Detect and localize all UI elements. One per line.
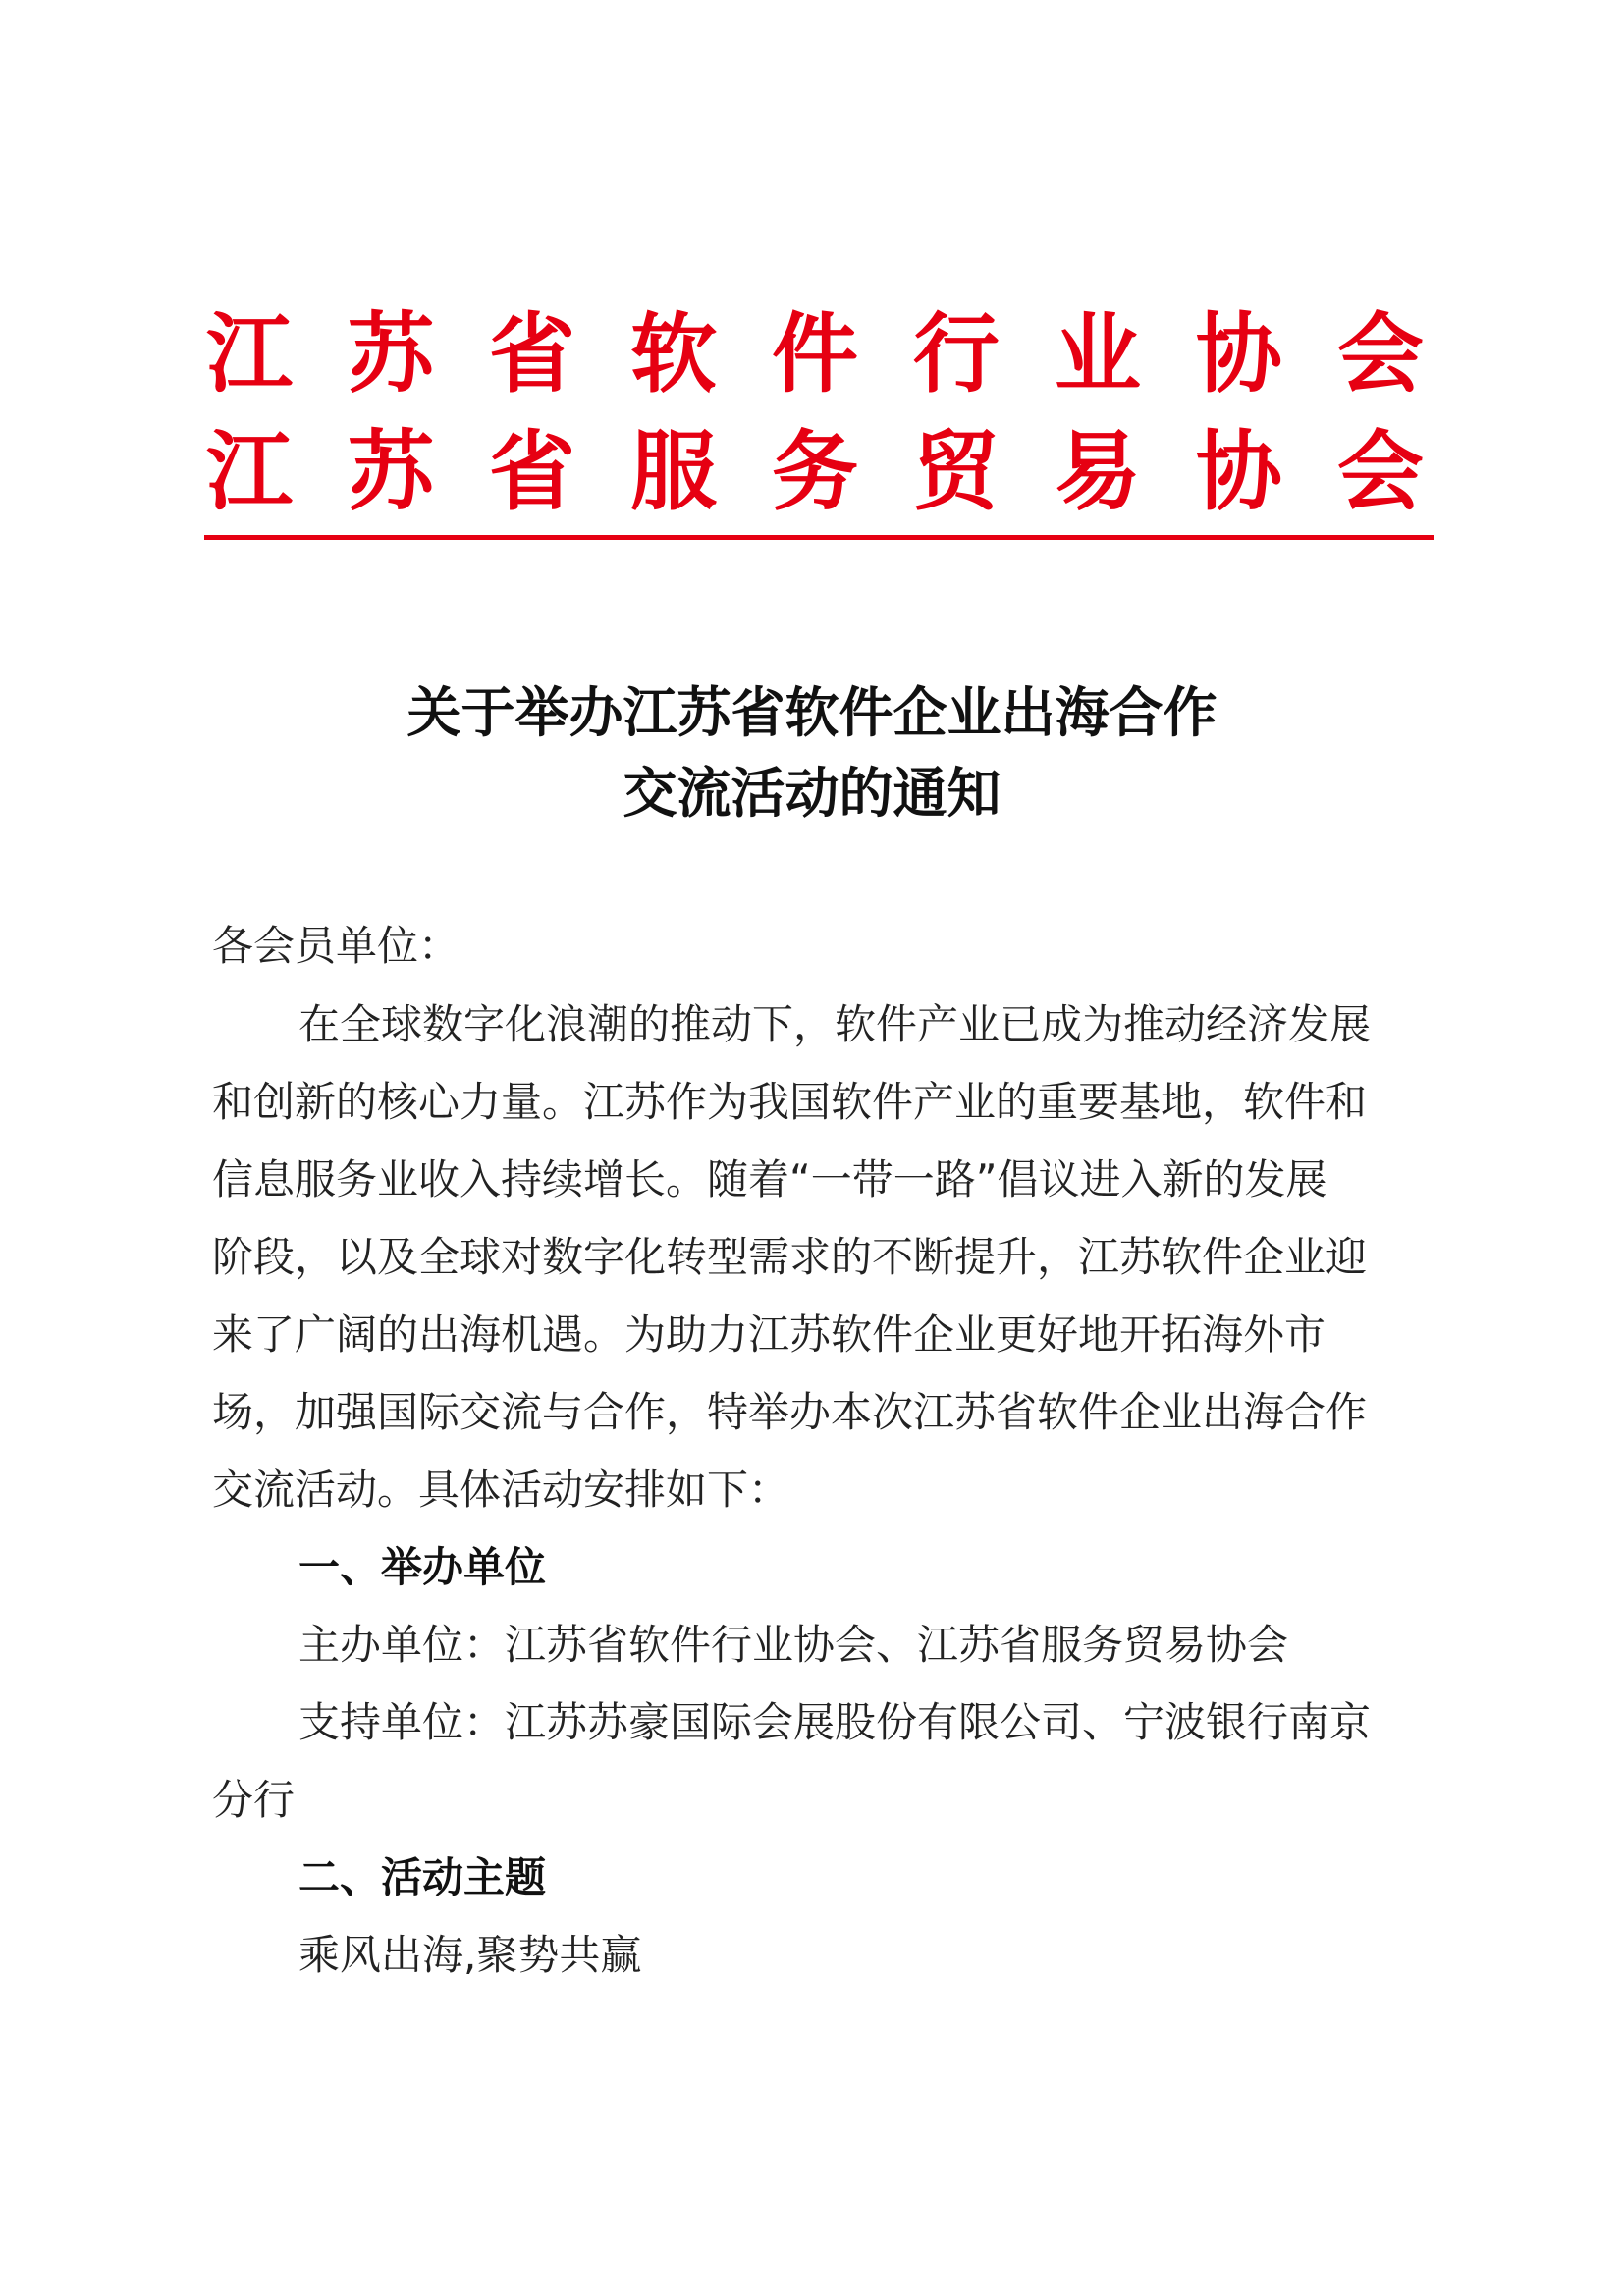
letterhead-char: 苏: [347, 302, 434, 404]
letterhead-char: 件: [771, 302, 858, 404]
paragraph-line: 和创新的核心力量。江苏作为我国软件产业的重要基地，软件和: [212, 1078, 1368, 1126]
letterhead-char: 江: [206, 420, 294, 522]
support-units-line-1: 支持单位：江苏苏豪国际会展股份有限公司、宁波银行南京: [298, 1698, 1372, 1746]
letterhead-char: 易: [1054, 420, 1141, 522]
letterhead-char: 会: [1336, 420, 1424, 522]
letterhead-line-1: [206, 294, 1424, 412]
letterhead-char: 会: [1336, 302, 1424, 404]
letterhead-char: 协: [1195, 420, 1282, 522]
letterhead-char: 省: [488, 302, 575, 404]
letterhead-char: 务: [771, 420, 858, 522]
salutation: 各会员单位：: [212, 922, 460, 970]
letterhead-char: 协: [1195, 302, 1282, 404]
letterhead-char: 软: [629, 302, 717, 404]
support-units-line-2: 分行: [212, 1776, 296, 1824]
paragraph-line: 场，加强国际交流与合作，特举办本次江苏省软件企业出海合作: [212, 1388, 1368, 1436]
activity-theme: 乘风出海,聚势共赢: [298, 1931, 642, 1979]
letterhead-char: 苏: [347, 420, 434, 522]
host-units: 主办单位：江苏省软件行业协会、江苏省服务贸易协会: [298, 1621, 1289, 1669]
letterhead-divider: [204, 535, 1434, 540]
paragraph-line: 阶段，以及全球对数字化转型需求的不断提升，江苏软件企业迎: [212, 1233, 1368, 1281]
letterhead-char: 贸: [912, 420, 1000, 522]
document-title-line-2: 交流活动的通知: [623, 761, 1001, 825]
letterhead-char: 服: [629, 420, 717, 522]
letterhead-char: 省: [488, 420, 575, 522]
paragraph-line: 在全球数字化浪潮的推动下，软件产业已成为推动经济发展: [298, 1000, 1372, 1048]
paragraph-line: 信息服务业收入持续增长。随着“一带一路”倡议进入新的发展: [212, 1155, 1327, 1203]
paragraph-line: 来了广阔的出海机遇。为助力江苏软件企业更好地开拓海外市: [212, 1310, 1326, 1359]
paragraph-line: 交流活动。具体活动安排如下：: [212, 1466, 790, 1514]
section-heading: 二、活动主题: [298, 1853, 547, 1901]
letterhead-char: 业: [1054, 302, 1141, 404]
section-heading: 一、举办单位: [298, 1543, 547, 1591]
letterhead-char: 江: [206, 302, 294, 404]
letterhead-char: 行: [912, 302, 1000, 404]
letterhead: [206, 294, 1424, 530]
letterhead-line-2: [206, 412, 1424, 530]
document-title-line-1: 关于举办江苏省软件企业出海合作: [406, 680, 1218, 744]
